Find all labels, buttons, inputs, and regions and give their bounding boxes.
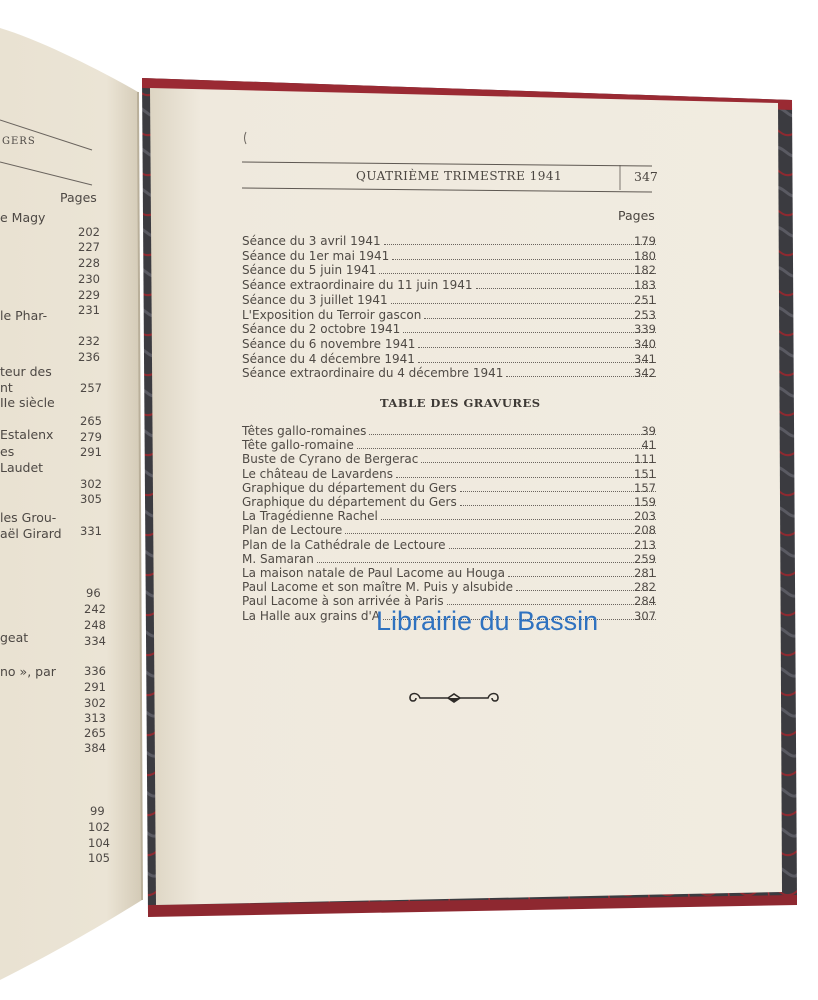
seance-entry-page: 253: [634, 307, 656, 322]
leader-dots: [391, 303, 656, 304]
right-page: [150, 88, 782, 900]
left-page-number: 291: [84, 680, 106, 694]
seance-entry-page: 183: [634, 278, 656, 293]
seance-entry-page: 341: [634, 351, 656, 366]
gravure-entry: [242, 437, 656, 452]
left-page-number: 232: [78, 334, 100, 348]
leader-dots: [369, 434, 656, 435]
leader-dots: [381, 519, 656, 520]
gravure-entry-label: La Halle aux grains d'A: [242, 608, 381, 623]
leader-dots: [418, 362, 656, 363]
seance-entry-page: 342: [634, 366, 656, 381]
leader-dots: [384, 244, 656, 245]
gravure-entry-label: Paul Lacome et son maître M. Puis y alsubide: [242, 580, 513, 595]
seance-entry-label: Séance du 1er mai 1941: [242, 248, 390, 263]
gravure-entry: [242, 466, 656, 481]
seance-entry-label: Séance du 3 juillet 1941: [242, 292, 388, 307]
leader-dots: [317, 562, 656, 563]
left-page-number: 102: [88, 820, 110, 834]
left-page-number: 302: [84, 696, 106, 710]
gravure-entry-label: Paul Lacome à son arrivée à Paris: [242, 594, 444, 609]
gravure-entry-label: La Tragédienne Rachel: [242, 509, 378, 524]
gravure-entry-page: 208: [634, 523, 656, 538]
gravure-entry: [242, 451, 656, 466]
gravure-entry-label: Le château de Lavardens: [242, 466, 393, 481]
page-number: 347: [634, 169, 658, 184]
seance-entry-label: Séance du 2 octobre 1941: [242, 322, 401, 337]
left-page-number: 229: [78, 288, 100, 302]
leader-dots: [357, 448, 656, 449]
running-head: QUATRIÈME TRIMESTRE 1941: [356, 169, 563, 183]
seance-entry-label: Séance du 3 avril 1941: [242, 234, 381, 248]
gravure-entry-label: Buste de Cyrano de Bergerac: [242, 452, 419, 467]
leader-dots: [449, 548, 657, 549]
left-page-number: 331: [80, 524, 102, 538]
left-fragment: teur des: [0, 364, 52, 379]
left-page-number: 305: [80, 492, 102, 506]
left-page-number: 236: [78, 350, 100, 364]
left-page-number: 99: [90, 804, 105, 818]
left-page-number: 279: [80, 430, 102, 444]
gravure-entry-page: 203: [634, 509, 656, 524]
seance-entry-page: 251: [634, 292, 656, 307]
gravure-entry-page: 259: [634, 551, 656, 566]
seance-entry-label: Séance du 4 décembre 1941: [242, 351, 415, 366]
seance-entry-page: 182: [634, 263, 656, 278]
seance-entry: [242, 351, 656, 366]
gravure-entry: [242, 494, 656, 509]
gravure-entry-label: Graphique du département du Gers: [242, 480, 457, 495]
leader-dots: [345, 533, 656, 534]
gravure-entry-page: 151: [634, 466, 656, 481]
left-page-number: 227: [78, 240, 100, 254]
gravure-entry-page: 281: [634, 566, 656, 580]
left-fragment: e Magy: [0, 210, 46, 225]
seance-entry-label: Séance extraordinaire du 11 juin 1941: [242, 278, 473, 293]
gravure-entry-label: La maison natale de Paul Lacome au Houga: [242, 566, 505, 580]
left-page-number: 242: [84, 602, 106, 616]
gravure-entry-label: Plan de la Cathédrale de Lectoure: [242, 537, 446, 552]
leader-dots: [392, 259, 656, 260]
gravure-entry: [242, 537, 656, 552]
gravure-entry: [242, 480, 656, 495]
left-page-number: 265: [80, 414, 102, 428]
gravure-entry-label: Plan de Lectoure: [242, 523, 343, 538]
seance-entry: [242, 248, 656, 263]
left-page-paper: [0, 28, 142, 980]
watermark: Librairie du Bassin: [376, 606, 599, 636]
left-page-number: 230: [78, 272, 100, 286]
left-page-number: 228: [78, 256, 100, 270]
left-page-number: 265: [84, 726, 106, 740]
gravure-entry-page: 213: [634, 537, 656, 552]
seance-entry: [242, 233, 656, 248]
gravure-entry: [242, 551, 656, 566]
seance-entry: [242, 262, 656, 277]
seance-entry-label: Séance du 5 juin 1941: [242, 263, 377, 278]
left-fragment: es: [0, 444, 15, 459]
gravure-entry: [242, 423, 656, 438]
seance-entry-page: 179: [634, 234, 656, 248]
left-page-number: 291: [80, 445, 102, 459]
seance-entry-label: Séance extraordinaire du 4 décembre 1941: [242, 366, 504, 381]
left-page-number: 257: [80, 381, 102, 395]
left-fragment: Estalenx: [0, 427, 54, 442]
leader-dots: [476, 288, 656, 289]
left-page-number: 105: [88, 851, 110, 865]
gravure-entry-page: 284: [634, 594, 656, 609]
gravure-entry-label: Graphique du département du Gers: [242, 495, 457, 509]
seance-entry-page: 180: [634, 248, 656, 263]
left-fragment: les Grou-: [0, 510, 57, 525]
seance-entry: [242, 365, 656, 380]
seance-entry: [242, 321, 656, 336]
gravure-entry-label: Têtes gallo-romaines: [242, 424, 367, 438]
left-fragment: geat: [0, 630, 29, 645]
left-fragment: IIe siècle: [0, 395, 55, 410]
gravure-entry-page: 111: [634, 452, 656, 467]
gravure-entry-label: M. Samaran: [242, 551, 314, 566]
leader-dots: [396, 477, 656, 478]
left-page-header: GERS: [2, 136, 36, 147]
leader-dots: [379, 273, 656, 274]
gravure-entry-page: 41: [641, 438, 656, 453]
left-pages-label: Pages: [60, 190, 97, 205]
seance-entry-page: 339: [634, 322, 656, 337]
left-page-number: 313: [84, 711, 106, 725]
seance-entry-page: 340: [634, 336, 656, 351]
left-fragment: le Phar-: [0, 308, 48, 323]
seance-entry: [242, 336, 656, 351]
left-page-number: 104: [88, 836, 110, 850]
gravure-entry: [242, 508, 656, 523]
gravure-entry-page: 159: [634, 495, 656, 509]
pages-label: Pages: [618, 208, 655, 223]
left-page-number: 384: [84, 741, 106, 755]
left-page-number: 302: [80, 477, 102, 491]
gravure-entry: [242, 579, 656, 594]
seance-entry: [242, 307, 656, 322]
leader-dots: [421, 462, 656, 463]
gravure-entry-page: 157: [634, 480, 656, 495]
left-page-number: 334: [84, 634, 106, 648]
gravure-entry: [242, 522, 656, 537]
gravure-entry: [242, 565, 656, 580]
gravures-title: TABLE DES GRAVURES: [380, 396, 541, 410]
seance-entry: [242, 292, 656, 307]
gravure-entry-page: 282: [634, 580, 656, 595]
gravure-entry-label: Tête gallo-romaine: [242, 438, 354, 453]
left-fragment: nt: [0, 380, 13, 395]
left-page-number: 248: [84, 618, 106, 632]
gravure-entry-page: 39: [641, 424, 656, 438]
leader-dots: [460, 505, 656, 506]
left-fragment: aël Girard: [0, 526, 62, 541]
gravure-entry-page: 307: [634, 608, 656, 623]
leader-dots: [403, 332, 656, 333]
left-page-number: 231: [78, 303, 100, 317]
leader-dots: [418, 347, 656, 348]
seance-entry: [242, 277, 656, 292]
left-page-number: 96: [86, 586, 101, 600]
left-page-number: 336: [84, 664, 106, 678]
seance-entry-label: L'Exposition du Terroir gascon: [242, 307, 422, 322]
seance-entry-label: Séance du 6 novembre 1941: [242, 336, 416, 351]
left-fragment: no », par: [0, 664, 56, 679]
leader-dots: [424, 318, 656, 319]
leader-dots: [460, 491, 656, 492]
left-page-number: 202: [78, 225, 100, 239]
left-fragment: Laudet: [0, 460, 44, 475]
